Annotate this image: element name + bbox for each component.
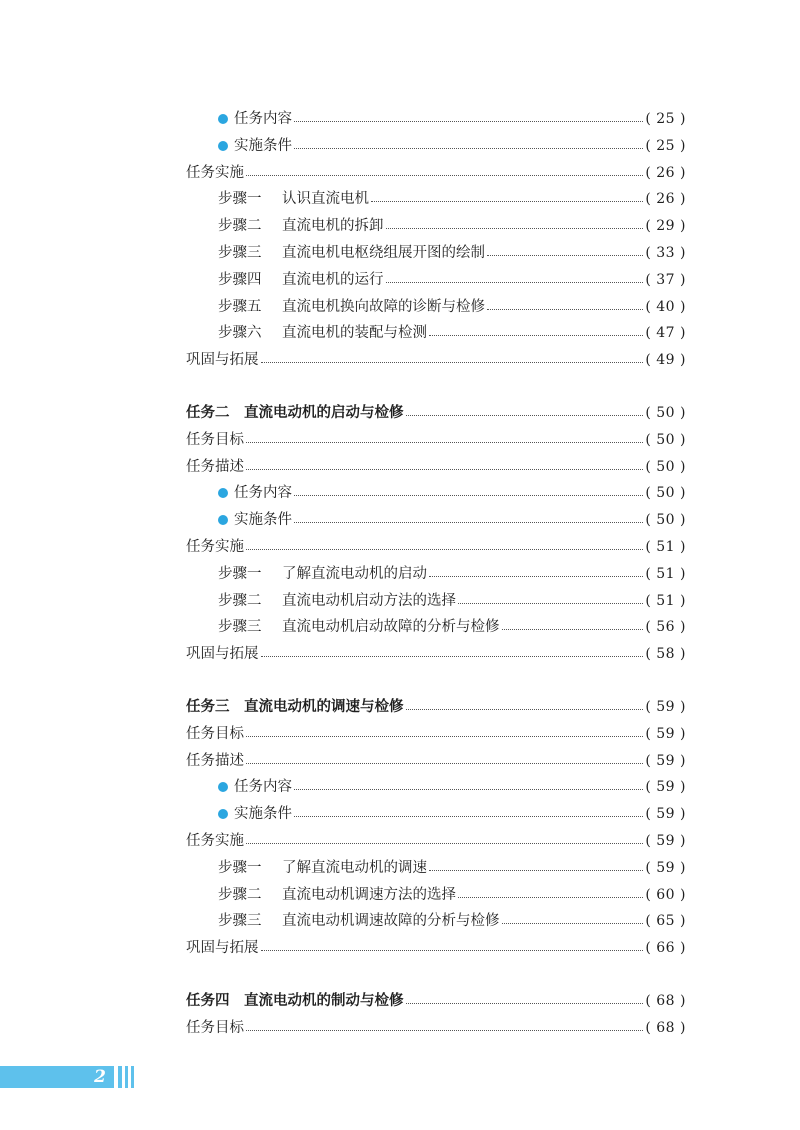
toc-entry-title: 巩固与拓展 (186, 940, 259, 957)
toc-page-number: ( 26 ) (645, 164, 686, 181)
toc-entry-title: 直流电动机启动故障的分析与检修 (282, 619, 500, 636)
toc-entry-title: 了解直流电动机的调速 (282, 859, 427, 876)
toc-page-number: ( 29 ) (645, 218, 686, 235)
toc-entry-title: 巩固与拓展 (186, 352, 259, 369)
dot-leader (261, 361, 644, 363)
toc-entry-title: 直流电机的拆卸 (282, 218, 384, 235)
toc-page-number: ( 47 ) (645, 325, 686, 342)
toc-page-number: ( 50 ) (645, 405, 686, 421)
toc-entry-title: 实施条件 (234, 512, 292, 529)
toc-subentry[interactable] (218, 106, 686, 132)
dot-leader (294, 494, 643, 496)
dot-leader (246, 468, 643, 470)
toc-subentry[interactable] (218, 588, 686, 614)
dot-leader (458, 602, 643, 604)
toc-entry-title: 直流电机的运行 (282, 271, 384, 288)
dot-leader (294, 147, 643, 149)
toc-entry-title: 任务目标 (186, 725, 244, 742)
toc-entry-title: 任务实施 (186, 833, 244, 849)
toc-task-heading[interactable] (186, 988, 686, 1014)
toc-subentry[interactable] (218, 294, 686, 320)
toc-entry-title: 直流电动机调速故障的分析与检修 (282, 913, 500, 930)
toc-subentry[interactable] (218, 133, 686, 159)
toc-subentry[interactable] (218, 614, 686, 640)
dot-leader (246, 548, 643, 550)
toc-subentry[interactable] (218, 213, 686, 239)
toc-section-entry[interactable] (186, 748, 686, 774)
dot-leader (386, 281, 644, 283)
dot-leader (406, 414, 644, 416)
dot-leader (487, 308, 643, 310)
toc-entry-title: 实施条件 (234, 806, 292, 823)
toc-step-label: 步骤三 (218, 619, 262, 636)
toc-page-number: ( 25 ) (645, 137, 686, 154)
toc-page-number: ( 59 ) (645, 752, 686, 769)
dot-leader (406, 708, 644, 710)
toc-entry-title: 直流电机的装配与检测 (282, 325, 427, 342)
toc-section-entry[interactable] (186, 641, 686, 667)
toc-subentry[interactable] (218, 774, 686, 800)
toc-entry-title: 任务目标 (186, 431, 244, 448)
toc-subentry[interactable] (218, 240, 686, 266)
toc-page-number: ( 59 ) (645, 833, 686, 849)
dot-leader (246, 174, 643, 176)
toc-page-number: ( 68 ) (645, 993, 686, 1009)
toc-entry-title: 任务描述 (186, 752, 244, 769)
dot-leader (261, 949, 644, 951)
toc-page-number: ( 59 ) (645, 725, 686, 742)
toc-step-label: 步骤二 (218, 886, 262, 903)
bullet-dot-icon (218, 114, 228, 124)
toc-page-number: ( 25 ) (645, 111, 686, 127)
toc-page-number: ( 50 ) (645, 458, 686, 475)
toc-section-entry[interactable] (186, 1015, 686, 1041)
toc-entry-title: 任务内容 (234, 485, 292, 502)
toc-page-number: ( 51 ) (645, 565, 686, 582)
toc-page-number: ( 37 ) (645, 271, 686, 288)
dot-leader (294, 120, 643, 122)
toc-page-number: ( 51 ) (645, 539, 686, 555)
toc-step-label: 步骤一 (218, 191, 262, 208)
toc-section-entry[interactable] (186, 721, 686, 747)
toc-section-entry[interactable] (186, 935, 686, 961)
dot-leader (246, 441, 643, 443)
bullet-dot-icon (218, 488, 228, 498)
dot-leader (294, 521, 643, 523)
dot-leader (294, 788, 643, 790)
bullet-dot-icon (218, 809, 228, 819)
bullet-dot-icon (218, 515, 228, 525)
dot-leader (246, 842, 643, 844)
toc-page-number: ( 51 ) (645, 592, 686, 609)
toc-subentry[interactable] (218, 186, 686, 212)
dot-leader (406, 1002, 644, 1004)
toc-entry-title: 直流电机换向故障的诊断与检修 (282, 298, 485, 315)
toc-page-number: ( 59 ) (645, 859, 686, 876)
toc-page-number: ( 56 ) (645, 619, 686, 636)
toc-entry-title: 任务目标 (186, 1019, 244, 1036)
dot-leader (261, 655, 644, 657)
toc-page-number: ( 50 ) (645, 485, 686, 502)
page-number: 2 (94, 1067, 106, 1087)
toc-step-label: 步骤四 (218, 271, 262, 288)
toc-page-number: ( 65 ) (645, 913, 686, 930)
toc-section-entry[interactable] (186, 347, 686, 373)
toc-entry-title: 任务四 直流电动机的制动与检修 (186, 993, 404, 1009)
toc-page-number: ( 26 ) (645, 191, 686, 208)
toc-page-number: ( 60 ) (645, 886, 686, 903)
toc-subentry[interactable] (218, 507, 686, 533)
toc-step-label: 步骤三 (218, 913, 262, 930)
toc-step-label: 步骤一 (218, 565, 262, 582)
toc-page-number: ( 59 ) (645, 699, 686, 715)
toc-page-number: ( 49 ) (645, 352, 686, 369)
toc-page-number: ( 59 ) (645, 779, 686, 796)
toc-section-entry[interactable] (186, 828, 686, 854)
dot-leader (429, 869, 643, 871)
footer-stripe (131, 1066, 134, 1088)
toc-step-label: 步骤六 (218, 325, 262, 342)
toc-step-label: 步骤五 (218, 298, 262, 315)
dot-leader (246, 1029, 643, 1031)
toc-subentry[interactable] (218, 320, 686, 346)
footer-stripe (118, 1066, 122, 1088)
toc-page-number: ( 59 ) (645, 806, 686, 823)
toc-entry-title: 直流电动机启动方法的选择 (282, 592, 456, 609)
toc-subentry[interactable] (218, 855, 686, 881)
dot-leader (246, 762, 643, 764)
toc-subentry[interactable] (218, 267, 686, 293)
dot-leader (429, 334, 643, 336)
toc-page-number: ( 40 ) (645, 298, 686, 315)
toc-page-number: ( 58 ) (645, 646, 686, 663)
toc-entry-title: 任务描述 (186, 458, 244, 475)
dot-leader (502, 628, 644, 630)
toc-task-heading[interactable] (186, 694, 686, 720)
toc-section-entry[interactable] (186, 534, 686, 560)
toc-subentry[interactable] (218, 561, 686, 587)
toc-entry-title: 巩固与拓展 (186, 646, 259, 663)
dot-leader (294, 815, 643, 817)
toc-step-label: 步骤二 (218, 218, 262, 235)
toc-step-label: 步骤三 (218, 245, 262, 261)
toc-page-number: ( 66 ) (645, 940, 686, 957)
dot-leader (246, 735, 643, 737)
toc-entry-title: 任务二 直流电动机的启动与检修 (186, 405, 404, 421)
dot-leader (502, 922, 644, 924)
toc-entry-title: 了解直流电动机的启动 (282, 565, 427, 582)
dot-leader (487, 254, 643, 256)
toc-page-number: ( 50 ) (645, 512, 686, 529)
dot-leader (371, 200, 643, 202)
toc-subentry[interactable] (218, 882, 686, 908)
toc-page-number: ( 33 ) (645, 245, 686, 261)
toc-subentry[interactable] (218, 908, 686, 934)
dot-leader (386, 227, 644, 229)
toc-page-number: ( 68 ) (645, 1019, 686, 1036)
toc-entry-title: 直流电机电枢绕组展开图的绘制 (282, 245, 485, 261)
toc-step-label: 步骤一 (218, 859, 262, 876)
toc-entry-title: 任务内容 (234, 111, 292, 127)
toc-entry-title: 任务内容 (234, 779, 292, 796)
toc-page-number: ( 50 ) (645, 431, 686, 448)
toc-section-entry[interactable] (186, 427, 686, 453)
toc-step-label: 步骤二 (218, 592, 262, 609)
dot-leader (458, 896, 643, 898)
toc-entry-title: 任务三 直流电动机的调速与检修 (186, 699, 404, 715)
toc-section-entry[interactable] (186, 454, 686, 480)
bullet-dot-icon (218, 782, 228, 792)
toc-entry-title: 直流电动机调速方法的选择 (282, 886, 456, 903)
toc-section-entry[interactable] (186, 160, 686, 186)
footer-stripe (125, 1066, 128, 1088)
toc-entry-title: 任务实施 (186, 539, 244, 555)
toc-entry-title: 认识直流电机 (282, 191, 369, 208)
toc-entry-title: 实施条件 (234, 137, 292, 154)
bullet-dot-icon (218, 141, 228, 151)
toc-task-heading[interactable] (186, 400, 686, 426)
toc-subentry[interactable] (218, 801, 686, 827)
toc-subentry[interactable] (218, 480, 686, 506)
toc-entry-title: 任务实施 (186, 164, 244, 181)
dot-leader (429, 575, 643, 577)
